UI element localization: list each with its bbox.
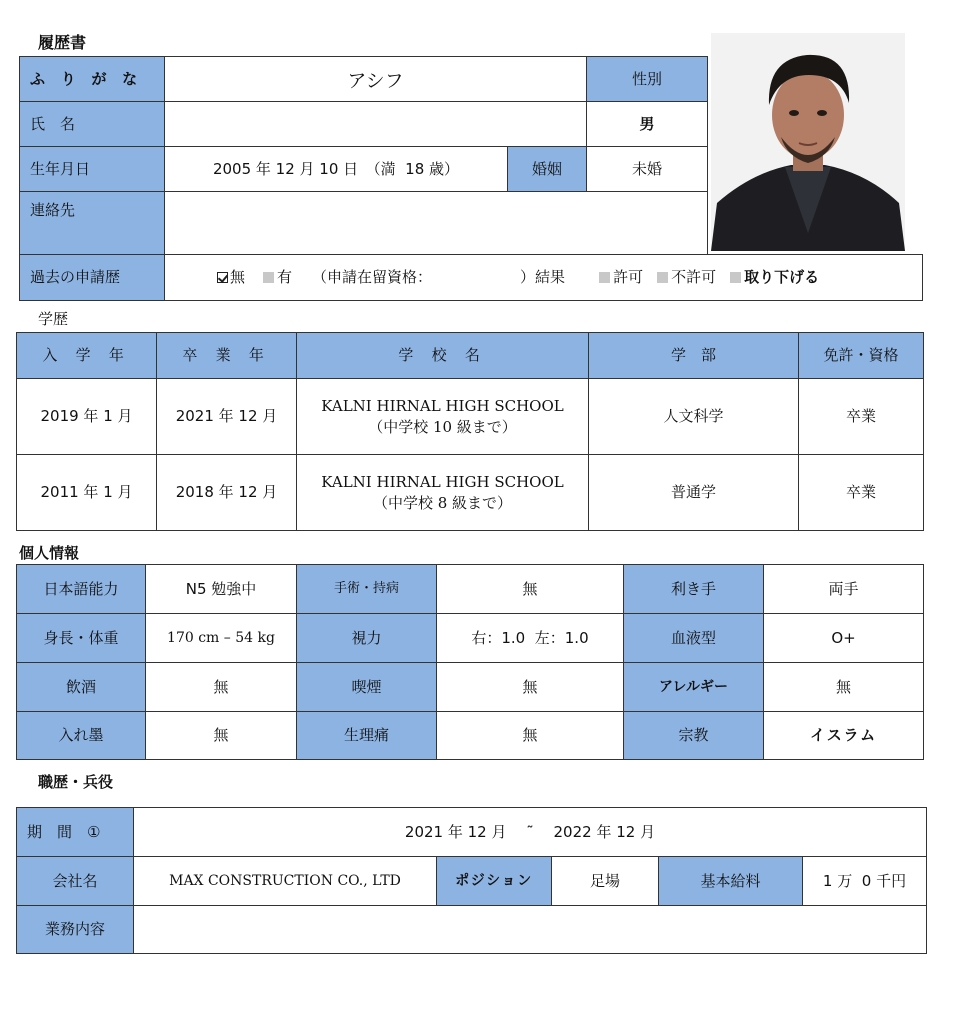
school-name: KALNI HIRNAL HIGH SCHOOL xyxy=(321,397,564,416)
info-heading: 個人情報 xyxy=(19,544,80,562)
checked-box-icon[interactable] xyxy=(217,272,228,283)
edu-header-enroll: 入 学 年 xyxy=(16,332,157,379)
info-value-menstrual: 無 xyxy=(436,711,624,760)
info-label-height-weight: 身長・体重 xyxy=(16,613,146,663)
option-withdrawn: 取り下げる xyxy=(744,268,820,287)
gender-value: 男 xyxy=(586,101,708,147)
page-title: 履歴書 xyxy=(38,33,87,52)
checkbox-icon[interactable] xyxy=(657,272,668,283)
edu-row-2-enroll: 2011 年 1 月 xyxy=(16,454,157,531)
work-position-value: 足場 xyxy=(551,856,659,906)
checkbox-icon[interactable] xyxy=(730,272,741,283)
past-application-label: 過去の申請歴 xyxy=(19,254,165,301)
edu-row-2-license: 卒業 xyxy=(798,454,924,531)
edu-header-dept: 学 部 xyxy=(588,332,799,379)
furigana-label: ふ り が な xyxy=(19,56,165,102)
info-label-handedness: 利き手 xyxy=(623,564,764,614)
edu-row-2-school xyxy=(296,454,589,531)
info-label-japanese: 日本語能力 xyxy=(16,564,146,614)
contact-value xyxy=(164,191,708,255)
education-heading: 学歴 xyxy=(38,310,69,328)
edu-row-1-graduate: 2021 年 12 月 xyxy=(156,378,297,455)
info-value-handedness: 両手 xyxy=(763,564,924,614)
info-label-surgery: 手術・持病 xyxy=(296,564,437,614)
status-prefix: （申請在留資格： xyxy=(312,268,433,287)
info-label-eyesight: 視力 xyxy=(296,613,437,663)
info-label-tattoo: 入れ墨 xyxy=(16,711,146,760)
status-suffix: ）結果 xyxy=(520,268,566,287)
work-heading: 職歴・兵役 xyxy=(38,773,114,791)
info-value-smoking: 無 xyxy=(436,662,624,712)
work-position-label: ポジション xyxy=(436,856,552,906)
marital-value: 未婚 xyxy=(586,146,708,192)
birth-value: 2005 年 12 月 10 日 （満 18 歳） xyxy=(164,146,508,192)
option-none: 無 xyxy=(230,268,246,287)
info-label-religion: 宗教 xyxy=(623,711,764,760)
info-label-drinking: 飲酒 xyxy=(16,662,146,712)
person-photo-icon xyxy=(711,33,905,251)
info-label-allergy: アレルギー xyxy=(623,662,764,712)
school-name: KALNI HIRNAL HIGH SCHOOL xyxy=(321,473,564,492)
info-value-height-weight: 170 cm – 54 kg xyxy=(145,613,297,663)
work-duties-label: 業務内容 xyxy=(16,905,134,954)
past-application-row xyxy=(164,254,923,301)
name-label: 氏 名 xyxy=(19,101,165,147)
work-duties-value xyxy=(133,905,927,954)
birth-label: 生年月日 xyxy=(19,146,165,192)
checkbox-icon[interactable] xyxy=(599,272,610,283)
work-company-value: MAX CONSTRUCTION CO., LTD xyxy=(133,856,437,906)
info-value-blood-type: O+ xyxy=(763,613,924,663)
work-salary-value: 1 万 0 千円 xyxy=(802,856,927,906)
edu-row-1-dept: 人文科学 xyxy=(588,378,799,455)
option-yes: 有 xyxy=(277,268,293,287)
marital-label: 婚姻 xyxy=(507,146,587,192)
option-permit: 許可 xyxy=(613,268,644,287)
work-period-value: 2021 年 12 月 ˜ 2022 年 12 月 xyxy=(133,807,927,857)
edu-row-1-school xyxy=(296,378,589,455)
school-note: （中学校 8 級まで） xyxy=(372,493,513,512)
info-label-smoking: 喫煙 xyxy=(296,662,437,712)
edu-header-school: 学 校 名 xyxy=(296,332,589,379)
info-value-surgery: 無 xyxy=(436,564,624,614)
gender-label: 性別 xyxy=(586,56,708,102)
edu-header-graduate: 卒 業 年 xyxy=(156,332,297,379)
info-value-allergy: 無 xyxy=(763,662,924,712)
info-label-blood-type: 血液型 xyxy=(623,613,764,663)
info-value-eyesight: 右：1.0 左：1.0 xyxy=(436,613,624,663)
school-note: （中学校 10 級まで） xyxy=(368,417,517,436)
info-label-menstrual: 生理痛 xyxy=(296,711,437,760)
info-value-japanese: N5 勉強中 xyxy=(145,564,297,614)
work-company-label: 会社名 xyxy=(16,856,134,906)
edu-row-1-enroll: 2019 年 1 月 xyxy=(16,378,157,455)
contact-label: 連絡先 xyxy=(19,191,165,255)
info-value-religion: イスラム xyxy=(763,711,924,760)
edu-row-2-dept: 普通学 xyxy=(588,454,799,531)
work-period-label: 期 間 ① xyxy=(16,807,134,857)
edu-row-1-license: 卒業 xyxy=(798,378,924,455)
profile-photo xyxy=(711,33,905,251)
info-value-drinking: 無 xyxy=(145,662,297,712)
work-salary-label: 基本給料 xyxy=(658,856,803,906)
furigana-value: アシフ xyxy=(164,56,587,102)
name-value xyxy=(164,101,587,147)
option-denied: 不許可 xyxy=(671,268,717,287)
edu-row-2-graduate: 2018 年 12 月 xyxy=(156,454,297,531)
info-value-tattoo: 無 xyxy=(145,711,297,760)
edu-header-license: 免許・資格 xyxy=(798,332,924,379)
checkbox-icon[interactable] xyxy=(263,272,274,283)
